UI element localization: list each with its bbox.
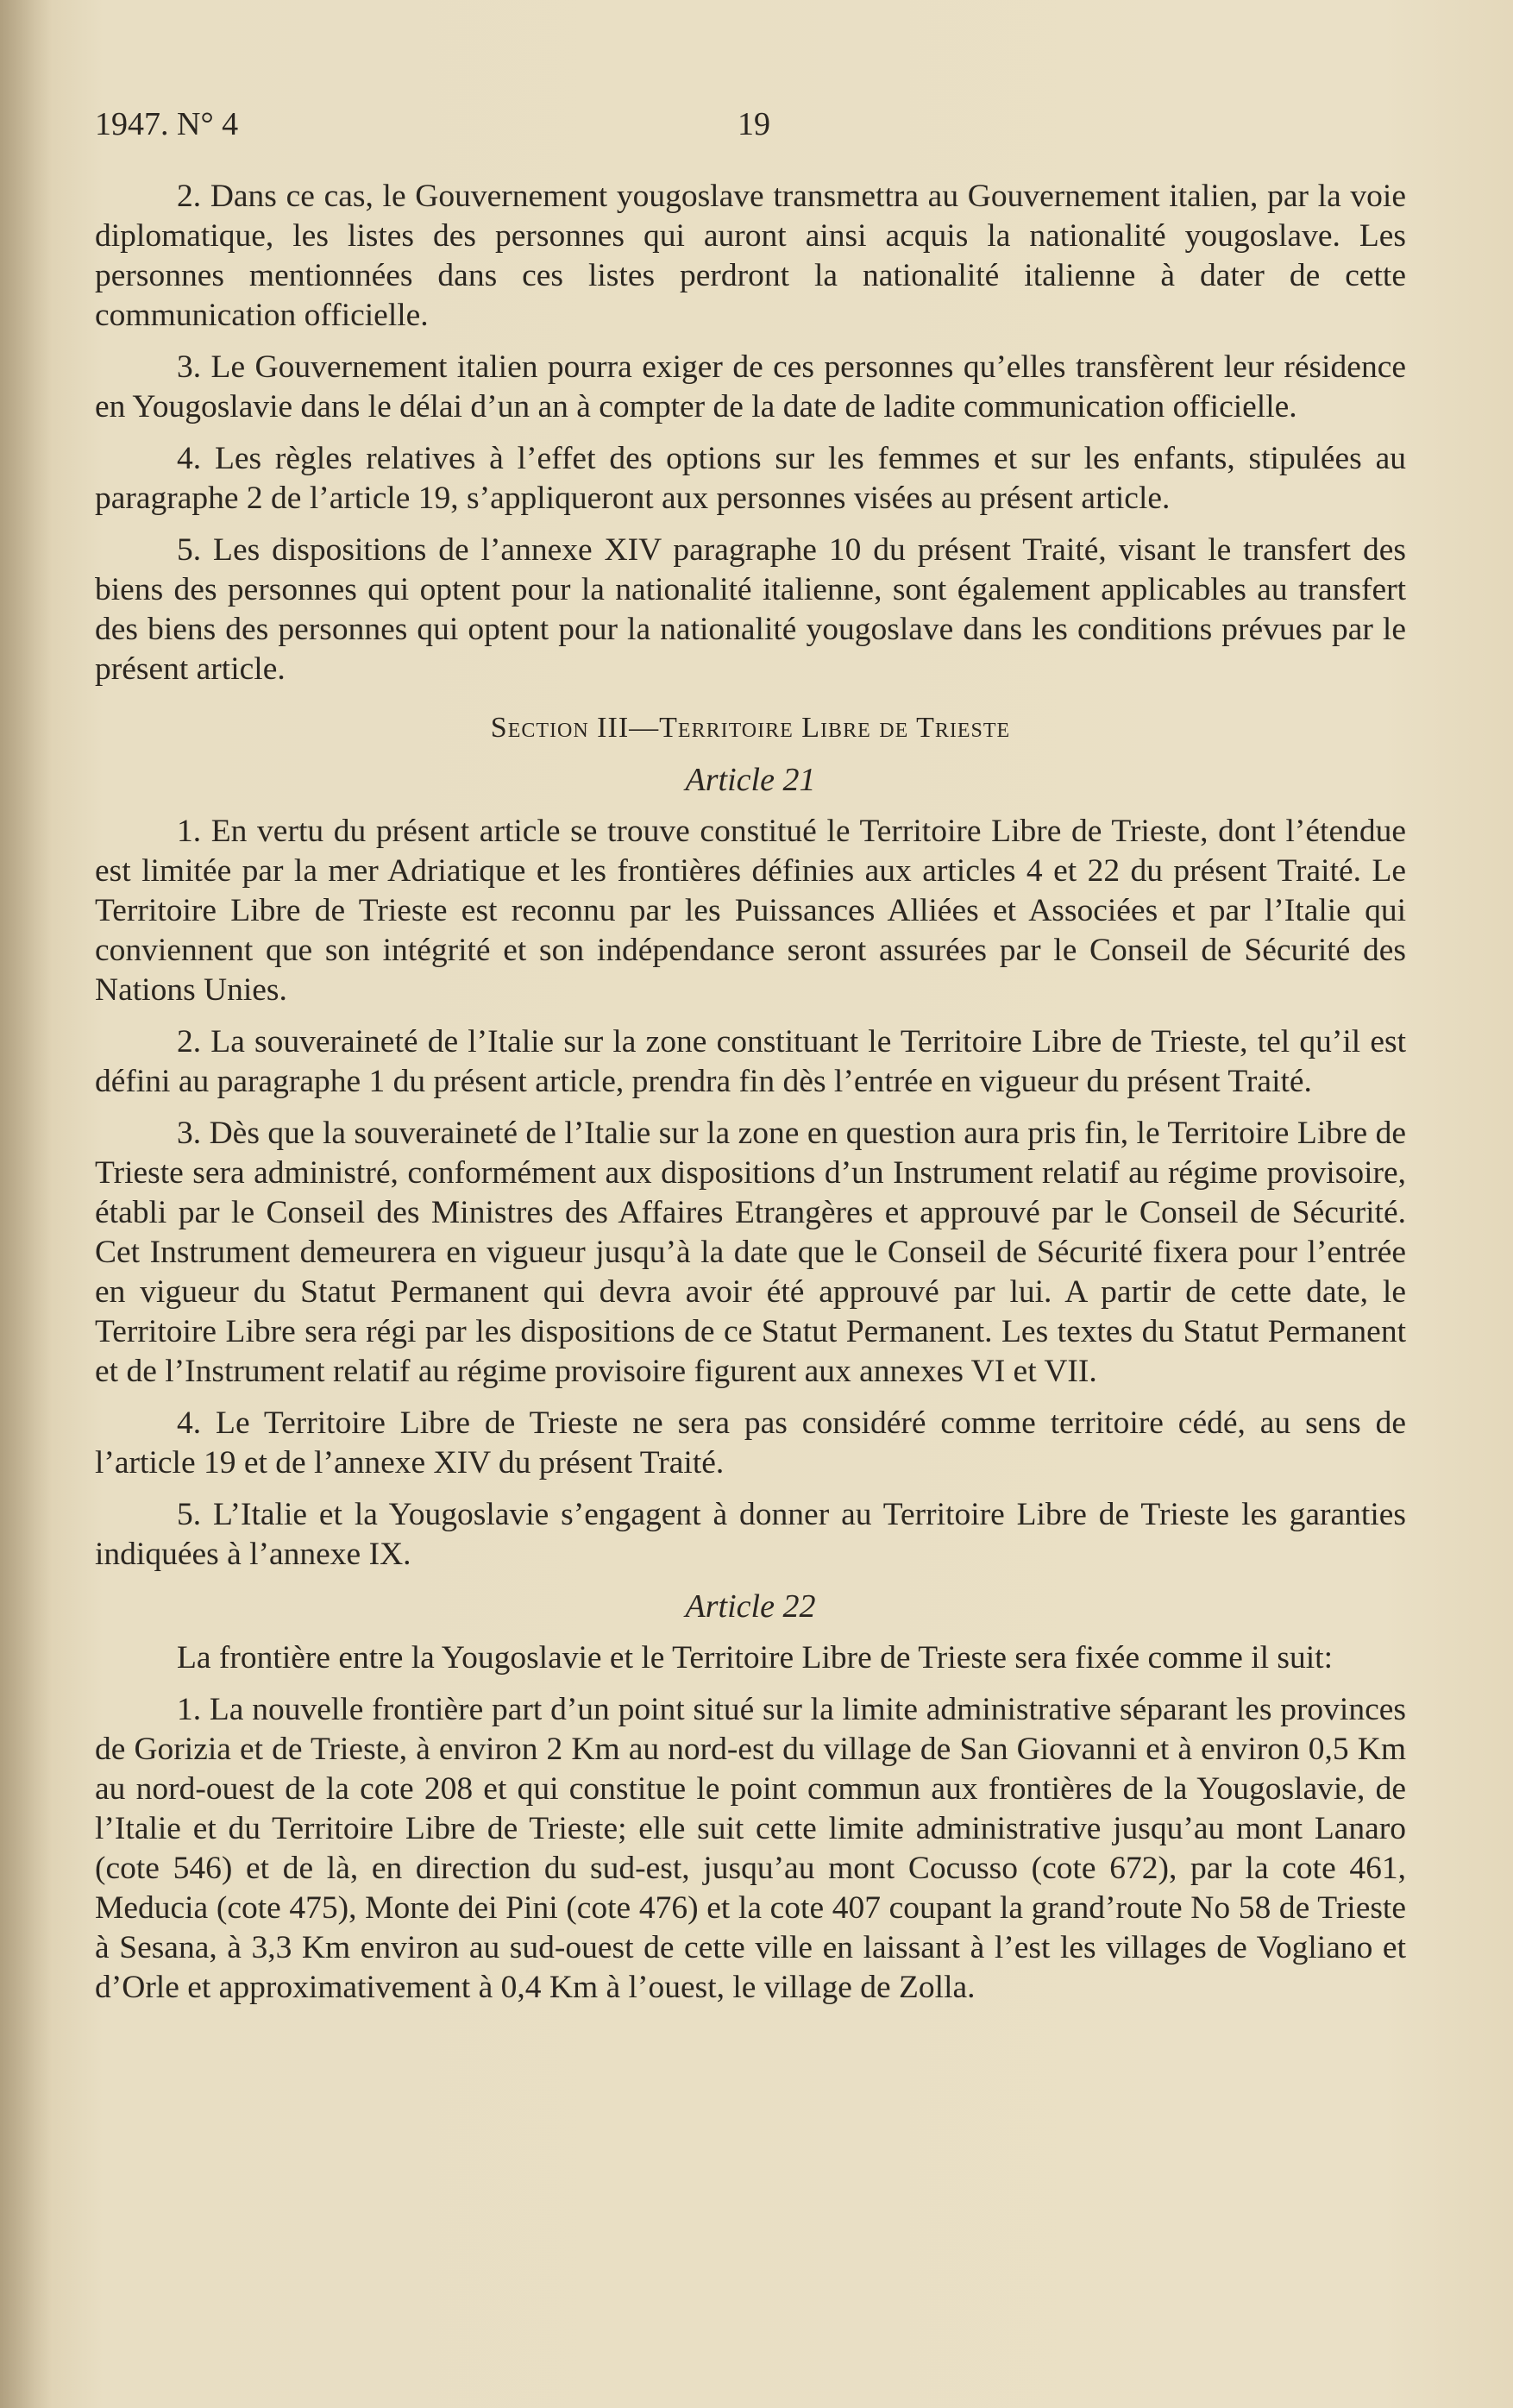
article-21-paragraph-4: 4. Le Territoire Libre de Trieste ne sera pas considéré comme territoire cédé, au sens de l’article 19 et de l’annexe XIV du présent Traité.	[95, 1405, 1406, 1481]
paragraph-3: 3. Le Gouvernement italien pourra exiger de ces personnes qu’elles transfèrent leur résidence en Yougoslavie dans le délai d’un an à compter de la date de ladite communication officielle.	[95, 349, 1406, 424]
article-22-title: Article 22	[685, 1588, 816, 1625]
article-21-paragraph-1: 1. En vertu du présent article se trouve constitué le Territoire Libre de Trieste, dont l’étendue est limitée par la mer Adriatique et les frontières définies aux articles 4 et 22 du présent Traité. Le Territoire Libre de Trieste est reconnu par les Puissances Alliées et Associées et par l’Italie qui conviennent que son intégrité et son indépendance seront assurées par le Conseil de Sécurité des Nations Unies.	[95, 814, 1406, 1008]
header-year-number: 1947. N° 4	[95, 106, 239, 142]
article-22-paragraph-1: 1. La nouvelle frontière part d’un point situé sur la limite administrative séparant les provinces de Gorizia et de Trieste, à environ 2 Km au nord-est du village de San Giovanni et à environ 0,5 Km au nord-ouest de la cote 208 et qui constitue le point commun aux frontières de la Yougoslavie, de l’Italie et du Territoire Libre de Trieste; elle suit cette limite administrative jusqu’au mont Lanaro (cote 546) et de là, en direction du sud-est, jusqu’au mont Cocusso (cote 672), par la cote 461, Meducia (cote 475), Monte dei Pini (cote 476) et la cote 407 coupant la grand’route No 58 de Trieste à Sesana, à 3,3 Km environ au sud-ouest de cette ville en laissant à l’est les villages de Vogliano et d’Orle et approximativement à 0,4 Km à l’ouest, le village de Zolla.	[95, 1692, 1406, 2005]
page-binding-shadow	[0, 0, 52, 2408]
article-22-intro: La frontière entre la Yougoslavie et le Territoire Libre de Trieste sera fixée comme il suit:	[177, 1640, 1334, 1676]
paragraph-5: 5. Les dispositions de l’annexe XIV paragraphe 10 du présent Traité, visant le transfert des biens des personnes qui optent pour la nationalité italienne, sont également applicables au transfert des biens des personnes qui optent pour la nationalité yougoslave dans les conditions prévues par le présent article.	[95, 532, 1406, 687]
article-21-paragraph-5: 5. L’Italie et la Yougoslavie s’engagent à donner au Territoire Libre de Trieste les garanties indiquées à l’annexe IX.	[95, 1497, 1406, 1572]
paragraph-4: 4. Les règles relatives à l’effet des options sur les femmes et sur les enfants, stipulées au paragraphe 2 de l’article 19, s’appliqueront aux personnes visées au présent article.	[95, 441, 1406, 516]
article-21-paragraph-3: 3. Dès que la souveraineté de l’Italie sur la zone en question aura pris fin, le Territoire Libre de Trieste sera administré, conformément aux dispositions d’un Instrument relatif au régime provisoire, établi par le Conseil des Ministres des Affaires Etrangères et approuvé par le Conseil de Sécurité. Cet Instrument demeurera en vigueur jusqu’à la date que le Conseil de Sécurité fixera pour l’entrée en vigueur du Statut Permanent qui devra avoir été approuvé par lui. A partir de cette date, le Territoire Libre sera régi par les dispositions de ce Statut Permanent. Les textes du Statut Permanent et de l’Instrument relatif au régime provisoire figurent aux annexes VI et VII.	[95, 1116, 1406, 1389]
section-title: Section III—Territoire Libre de Trieste	[490, 712, 1011, 744]
article-21-paragraph-2: 2. La souveraineté de l’Italie sur la zone constituant le Territoire Libre de Trieste, tel qu’il est défini au paragraphe 1 du présent article, prendra fin dès l’entrée en vigueur du présent Traité.	[95, 1024, 1406, 1099]
article-21-title: Article 21	[685, 762, 816, 798]
page-number: 19	[738, 106, 770, 142]
paragraph-2: 2. Dans ce cas, le Gouvernement yougoslave transmettra au Gouvernement italien, par la voie diplomatique, les listes des personnes qui auront ainsi acquis la nationalité yougoslave. Les personnes mentionnées dans ces listes perdront la nationalité italienne à dater de cette communication officielle.	[95, 179, 1406, 333]
page-header	[95, 105, 1406, 157]
page-body	[95, 177, 1406, 2020]
